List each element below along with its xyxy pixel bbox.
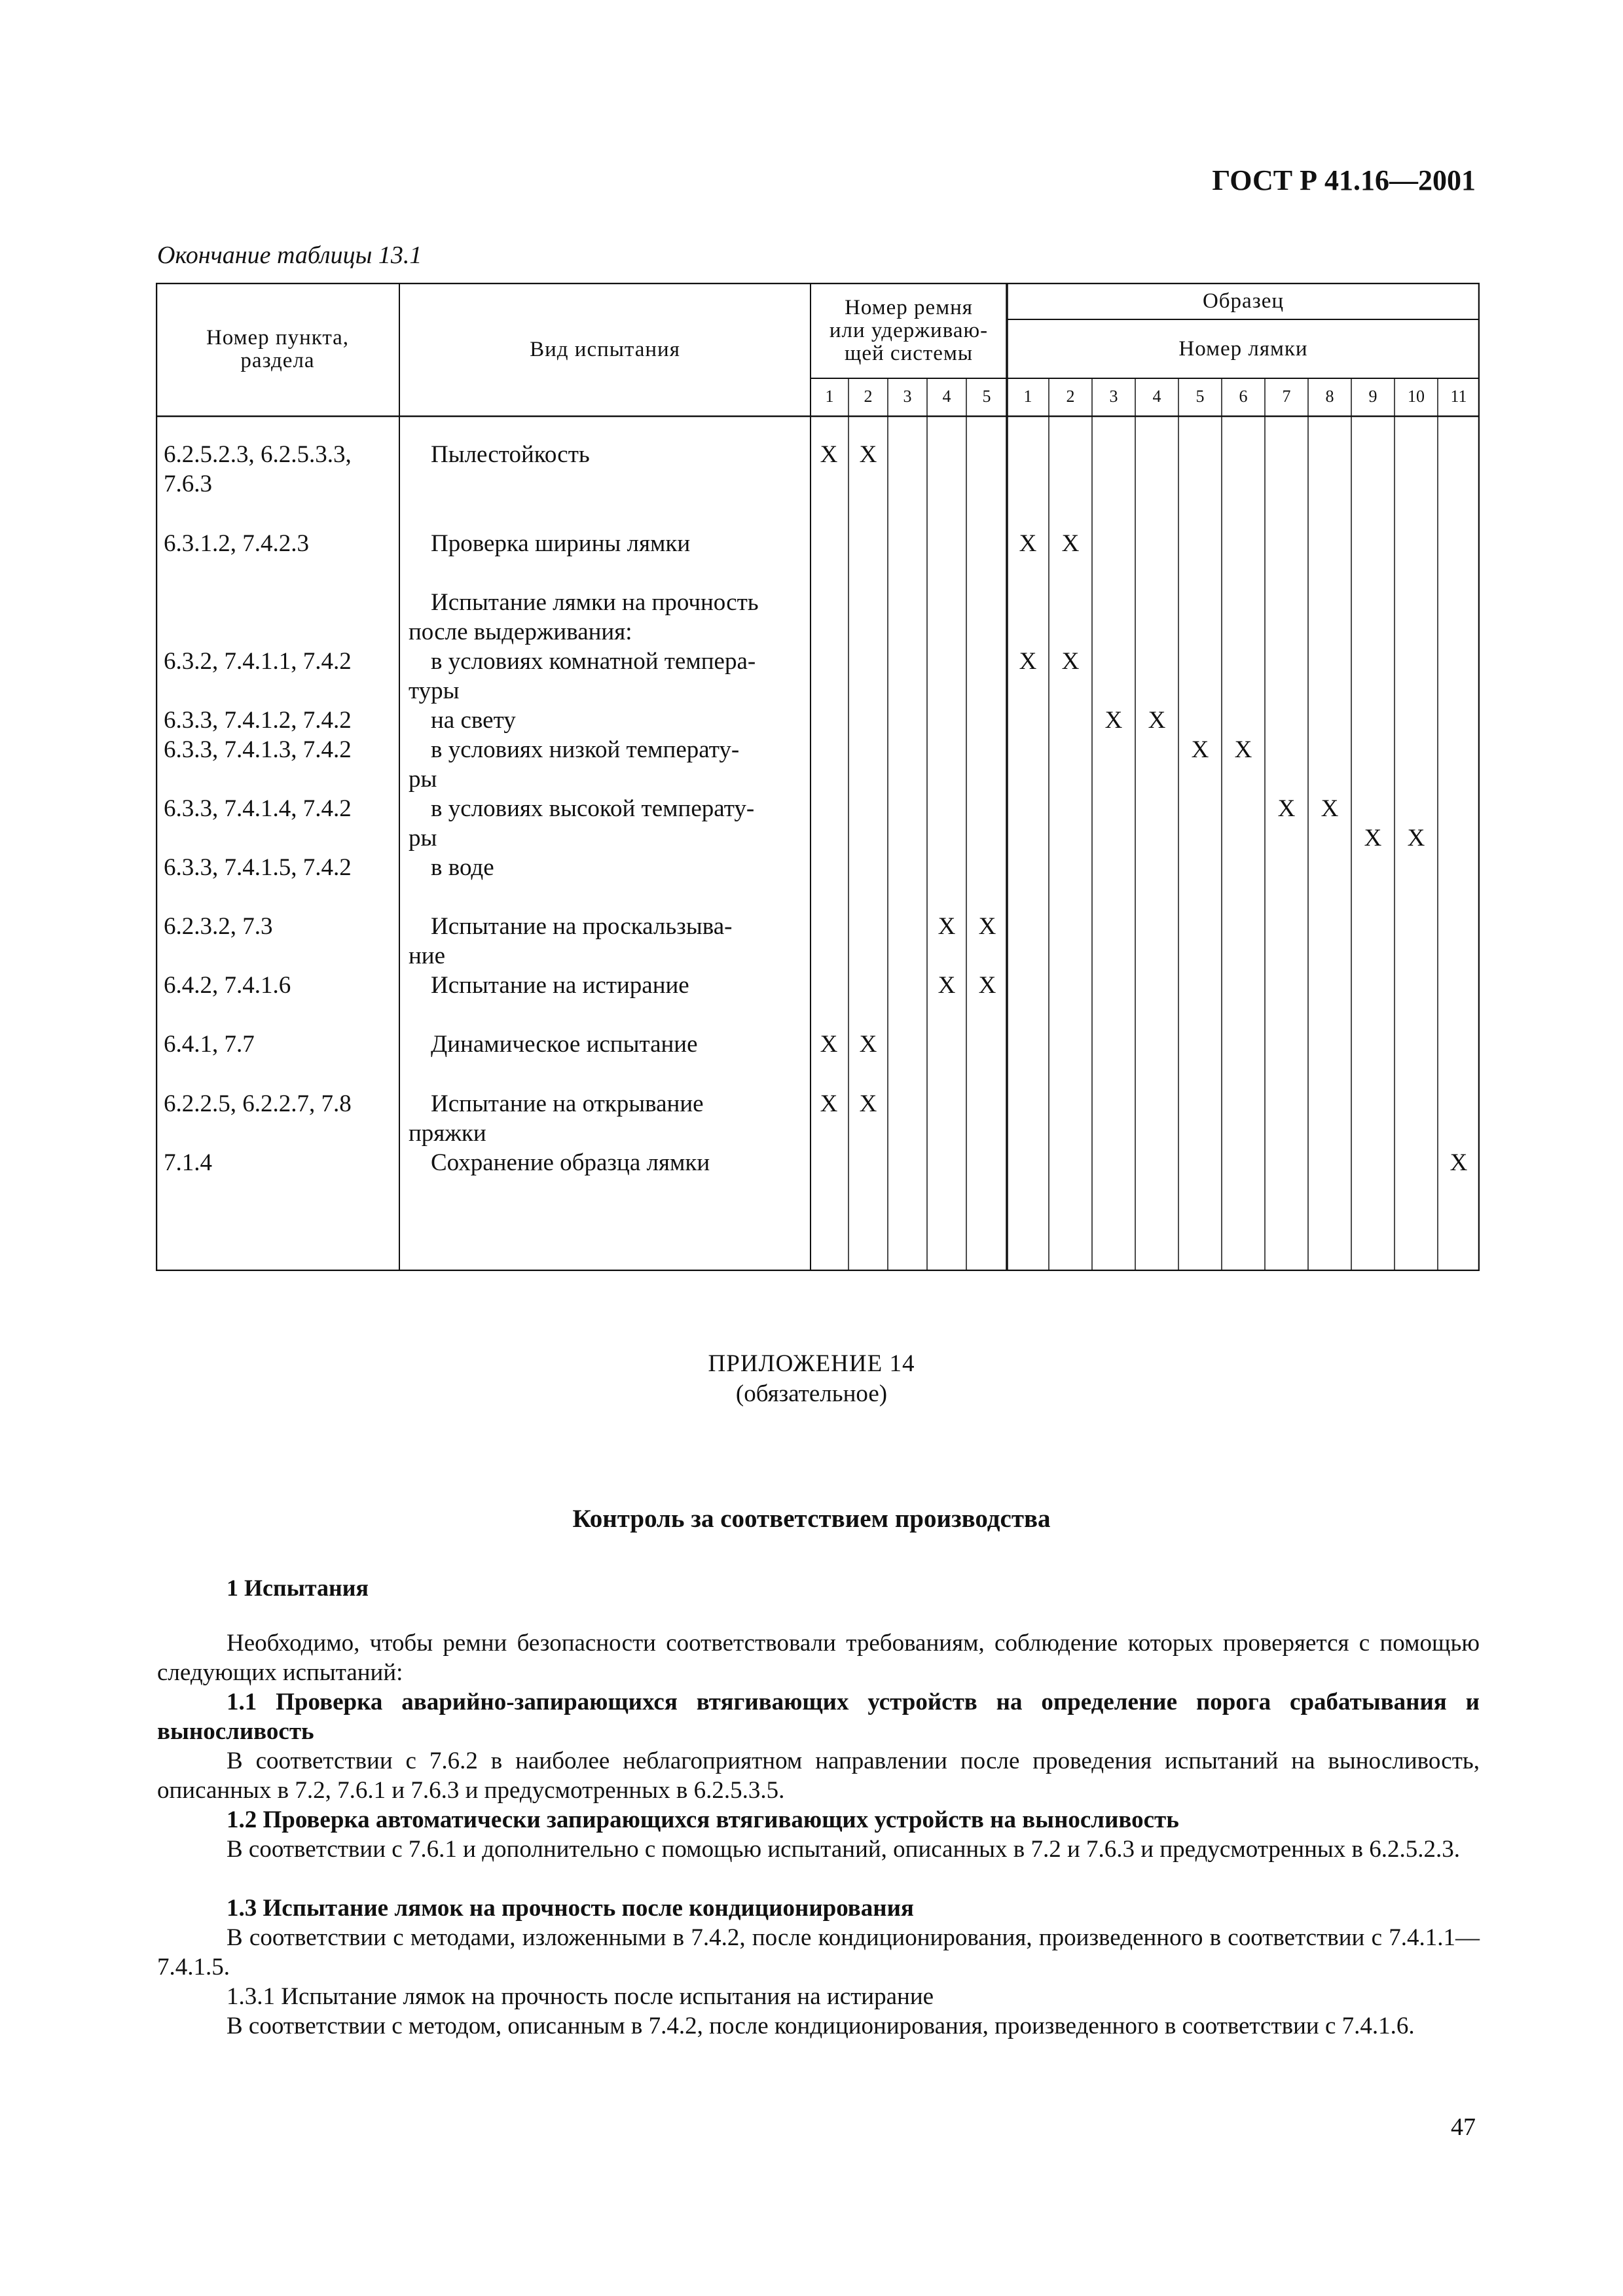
appendix-subtitle: (обязательное) (735, 1380, 888, 1407)
clause-1-3-1-title: 1.3.1 Испытание лямок на прочность после испытания на истирание (227, 1983, 934, 2010)
section-cell: 6.3.3, 7.4.1.2, 7.4.2 (164, 707, 352, 734)
test-cell: Испытание на открывание (431, 1090, 704, 1117)
x-mark: X (1277, 795, 1296, 822)
test-cell: Испытание на проскальзыва- (431, 913, 733, 940)
subsection-heading: 1 Испытания (227, 1575, 369, 1601)
test-cell: Динамическое испытание (431, 1031, 698, 1058)
table-caption: Окончание таблицы 13.1 (157, 242, 422, 269)
x-mark: X (1061, 530, 1080, 557)
x-mark: X (859, 1031, 877, 1058)
test-cell: в условиях высокой температу- (431, 795, 755, 822)
document-code: ГОСТ Р 41.16—2001 (1212, 164, 1476, 196)
clause-1-3-text: В соответствии с методами, изложенными в 7.4.2, после кондиционирования, произведенного в соответствии с 7.4.1.1—7.4.1.5. (157, 1924, 1480, 1981)
x-mark: X (820, 441, 838, 468)
x-mark: X (1104, 707, 1123, 734)
x-mark: X (1234, 736, 1252, 763)
section-cell: 7.1.4 (164, 1149, 212, 1176)
belt-col-4: 4 (942, 387, 951, 406)
x-mark: X (938, 913, 956, 940)
test-cell: Испытание на истирание (431, 972, 689, 999)
section-heading: Контроль за соответствием производства (572, 1505, 1051, 1533)
strap-col-8: 8 (1325, 387, 1334, 406)
x-mark: X (1061, 648, 1080, 675)
x-mark: X (1407, 825, 1425, 852)
x-mark: X (938, 972, 956, 999)
strap-col-5: 5 (1195, 387, 1205, 406)
section-cell: 7.6.3 (164, 471, 212, 497)
test-cell: Пылестойкость (431, 441, 590, 468)
test-cell: ры (409, 766, 437, 793)
header-test-type: Вид испытания (530, 337, 680, 361)
strap-col-10: 10 (1408, 387, 1425, 406)
section-cell: 6.4.1, 7.7 (164, 1031, 255, 1058)
belt-col-3: 3 (903, 387, 912, 406)
x-mark: X (820, 1031, 838, 1058)
test-cell: Проверка ширины лямки (431, 530, 691, 557)
strap-col-7: 7 (1282, 387, 1291, 406)
x-mark: X (978, 913, 996, 940)
test-cell: после выдерживания: (409, 619, 632, 645)
strap-col-11: 11 (1450, 387, 1467, 406)
intro-paragraph: Необходимо, чтобы ремни безопасности соответствовали требованиям, соблюдение которых проверяется с помощью следующих испытаний: (157, 1630, 1480, 1686)
test-cell: в воде (431, 854, 494, 881)
header-strap-number: Номер лямки (1178, 336, 1308, 361)
x-mark: X (1321, 795, 1339, 822)
header-section-number: Номер пункта, раздела (206, 326, 350, 372)
belt-col-5: 5 (982, 387, 991, 406)
section-cell: 6.2.2.5, 6.2.2.7, 7.8 (164, 1090, 352, 1117)
section-cell: 6.3.3, 7.4.1.4, 7.4.2 (164, 795, 352, 822)
section-cell: 6.2.5.2.3, 6.2.5.3.3, (164, 441, 352, 468)
table-grid (156, 283, 1480, 1271)
x-mark: X (820, 1090, 838, 1117)
test-cell: ние (409, 942, 446, 969)
x-mark: X (859, 441, 877, 468)
clause-1-3-1-text: В соответствии с методом, описанным в 7.4.2, после кондиционирования, произведенного в соответствии с 7.4.1.6. (227, 2013, 1415, 2039)
section-cell: 6.4.2, 7.4.1.6 (164, 972, 291, 999)
strap-col-4: 4 (1152, 387, 1161, 406)
clause-1-1-title: 1.1 Проверка аварийно-запирающихся втягивающих устройств на определение порога срабатывания и выносливость (157, 1689, 1480, 1745)
section-cell: 6.2.3.2, 7.3 (164, 913, 273, 940)
x-mark: X (1450, 1149, 1468, 1176)
x-mark: X (1019, 530, 1037, 557)
strap-col-9: 9 (1368, 387, 1377, 406)
header-belt-number: Номер ремня или удерживаю- щей системы (829, 295, 989, 365)
x-mark: X (1191, 736, 1209, 763)
section-cell: 6.3.3, 7.4.1.5, 7.4.2 (164, 854, 352, 881)
test-cell: на свету (431, 707, 516, 734)
test-cell: ры (409, 825, 437, 852)
section-cell: 6.3.1.2, 7.4.2.3 (164, 530, 309, 557)
x-mark: X (1364, 825, 1382, 852)
clause-1-2-title: 1.2 Проверка автоматически запирающихся втягивающих устройств на выносливость (227, 1806, 1179, 1833)
strap-col-1: 1 (1023, 387, 1032, 406)
strap-col-2: 2 (1066, 387, 1075, 406)
test-cell: туры (409, 677, 460, 704)
clause-1-2-text: В соответствии с 7.6.1 и дополнительно с помощью испытаний, описанных в 7.2 и 7.6.3 и предусмотренных в 6.2.5.2.3. (227, 1836, 1460, 1863)
test-cell: в условиях комнатной темпера- (431, 648, 756, 675)
test-cell: в условиях низкой температу- (431, 736, 740, 763)
belt-col-1: 1 (825, 387, 834, 406)
x-mark: X (978, 972, 996, 999)
x-mark: X (1148, 707, 1166, 734)
test-cell: Испытание лямки на прочность (431, 589, 759, 616)
x-mark: X (1019, 648, 1037, 675)
clause-1-3-title: 1.3 Испытание лямок на прочность после кондиционирования (227, 1895, 914, 1922)
section-cell: 6.3.2, 7.4.1.1, 7.4.2 (164, 648, 352, 675)
test-cell: пряжки (409, 1120, 486, 1147)
x-mark: X (859, 1090, 877, 1117)
strap-col-6: 6 (1239, 387, 1248, 406)
belt-col-2: 2 (864, 387, 873, 406)
header-sample: Образец (1202, 289, 1285, 313)
strap-col-3: 3 (1109, 387, 1118, 406)
clause-1-1-text: В соответствии с 7.6.2 в наиболее неблагоприятном направлении после проведения испытаний на выносливость, описанных в 7.2, 7.6.1 и 7.6.3 и предусмотренных в 6.2.5.3.5. (157, 1748, 1480, 1804)
appendix-title: ПРИЛОЖЕНИЕ 14 (708, 1350, 915, 1377)
test-cell: Сохранение образца лямки (431, 1149, 710, 1176)
test-table (156, 283, 1480, 1271)
section-cell: 6.3.3, 7.4.1.3, 7.4.2 (164, 736, 352, 763)
page-number: 47 (1451, 2113, 1476, 2141)
